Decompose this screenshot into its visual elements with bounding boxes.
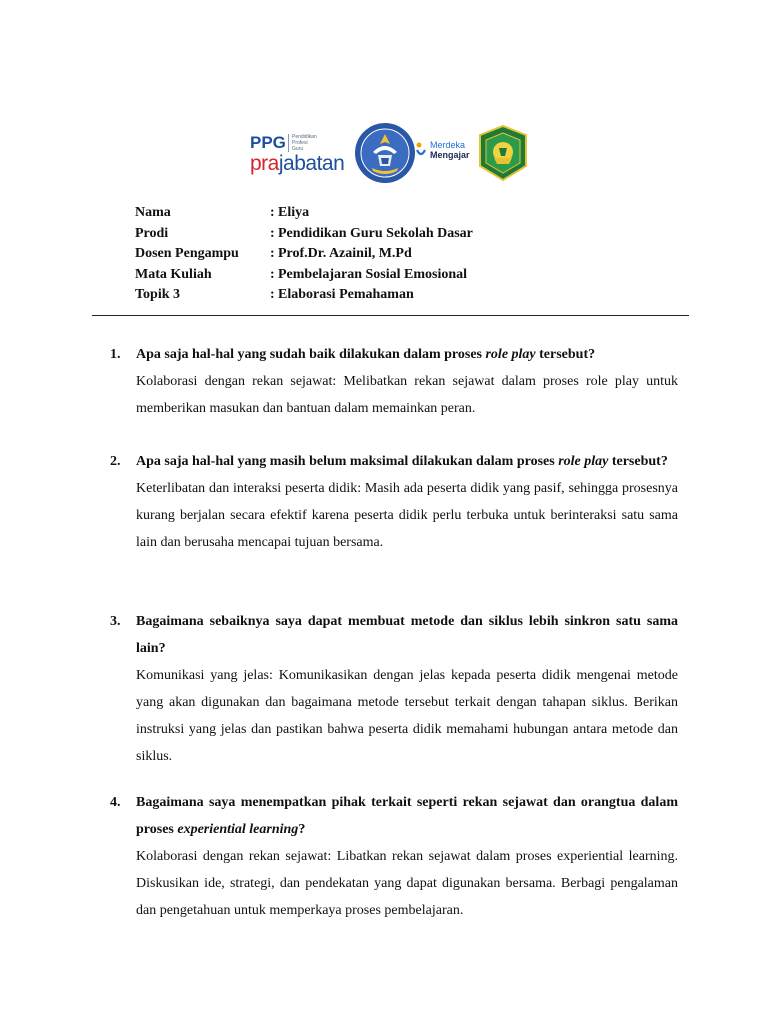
question-number: 4. bbox=[110, 795, 121, 810]
question bbox=[110, 341, 678, 368]
answer-text: Komunikasi yang jelas: Komunikasikan dengan jelas kepada peserta didik mengenai metode yang akan digunakan dan bagaimana metode tersebut terkait dengan tahapan siklus. Berikan instruksi yang jelas dan pastikan bahwa peserta didik memahami hubungan antara metode dan siklus. bbox=[136, 668, 678, 764]
qa-item bbox=[110, 789, 678, 924]
question-number: 1. bbox=[110, 347, 121, 362]
merdeka-mark-icon bbox=[416, 142, 426, 158]
ppg-logo-subtitle bbox=[288, 134, 322, 152]
info-value: Elaborasi Pemahaman bbox=[278, 287, 414, 302]
ppg-sub-1: Pendidikan bbox=[292, 134, 317, 140]
qa-item bbox=[110, 341, 678, 422]
info-row bbox=[135, 203, 473, 224]
info-row bbox=[135, 265, 473, 286]
question-text bbox=[136, 608, 678, 662]
info-colon: : bbox=[270, 266, 275, 282]
answer-text: Kolaborasi dengan rekan sejawat: Libatkan rekan sejawat dalam proses experiential learning. Diskusikan ide, strategi, dan pendekatan yang dapat digunakan bersama. Berbagi pengalaman dan pengetahuan untuk memperkaya proses pembelajaran. bbox=[136, 849, 678, 918]
ppg-wordmark-red: pra bbox=[250, 152, 279, 175]
info-colon: : bbox=[270, 205, 275, 220]
question-text-part: Bagaimana saya menempatkan pihak terkait seperti rekan sejawat dan orangtua dalam proses bbox=[136, 795, 678, 837]
question-number: 2. bbox=[110, 454, 121, 469]
info-label: Mata Kuliah bbox=[135, 266, 212, 282]
answer-text: Kolaborasi dengan rekan sejawat: Melibatkan rekan sejawat dalam proses role play untuk memberikan masukan dan bantuan dalam memainkan peran. bbox=[136, 374, 678, 416]
info-label: Topik 3 bbox=[135, 287, 181, 302]
student-info bbox=[135, 203, 473, 306]
info-row bbox=[135, 285, 473, 306]
info-colon: : bbox=[270, 246, 275, 261]
question-text-end: tersebut? bbox=[608, 454, 668, 469]
question-text bbox=[136, 448, 678, 475]
question bbox=[110, 448, 678, 475]
question bbox=[110, 789, 678, 843]
info-value: Prof.Dr. Azainil, M.Pd bbox=[278, 246, 412, 261]
info-value: Pendidikan Guru Sekolah Dasar bbox=[278, 225, 473, 241]
ppg-sub-3: Guru bbox=[292, 146, 304, 152]
question-text-end: ? bbox=[298, 822, 306, 837]
info-value: Eliya bbox=[278, 205, 310, 220]
info-colon: : bbox=[270, 225, 275, 241]
question-italic-term: role play bbox=[485, 347, 536, 362]
ppg-logo-title: PPG bbox=[250, 133, 286, 152]
merdeka-logo-line1: Merdeka bbox=[430, 140, 466, 150]
merdeka-logo-line2: Mengajar bbox=[430, 150, 470, 160]
question-number: 3. bbox=[110, 614, 121, 629]
info-label: Prodi bbox=[135, 225, 169, 241]
ppg-logo-wordmark bbox=[250, 152, 344, 176]
tut-wuri-handayani-emblem-icon bbox=[354, 122, 416, 184]
question-text-end: tersebut? bbox=[535, 347, 596, 362]
info-row bbox=[135, 224, 473, 245]
qa-item bbox=[110, 608, 678, 770]
question-text-part: Apa saja hal-hal yang sudah baik dilakukan dalam proses bbox=[136, 347, 486, 362]
ppg-prajabatan-logo bbox=[248, 130, 344, 182]
question-italic-term: role play bbox=[558, 454, 609, 469]
info-colon: : bbox=[270, 287, 275, 302]
question bbox=[110, 608, 678, 662]
header-divider bbox=[92, 315, 689, 316]
merdeka-mengajar-logo bbox=[414, 136, 476, 176]
info-label: Dosen Pengampu bbox=[135, 246, 239, 261]
question-text-part: Apa saja hal-hal yang masih belum maksimal dilakukan dalam proses bbox=[136, 454, 559, 469]
university-emblem-icon bbox=[474, 124, 532, 182]
info-label: Nama bbox=[135, 205, 171, 220]
answer-text: Keterlibatan dan interaksi peserta didik: Masih ada peserta didik yang pasif, sehingga prosesnya kurang berjalan secara efektif karena peserta didik perlu terbuka untuk berinteraksi satu sama lain dan berusaha mencapai tujuan bersama. bbox=[136, 481, 678, 550]
question-text bbox=[136, 789, 678, 843]
info-value: Pembelajaran Sosial Emosional bbox=[278, 266, 468, 282]
ppg-wordmark-blue: jabatan bbox=[278, 152, 345, 175]
ppg-sub-2: Profesi bbox=[292, 140, 308, 146]
question-text bbox=[136, 341, 678, 368]
question-text-part: Bagaimana sebaiknya saya dapat membuat metode dan siklus lebih sinkron satu sama lain? bbox=[136, 614, 678, 656]
info-row bbox=[135, 244, 473, 265]
question-italic-term: experiential learning bbox=[177, 822, 299, 837]
qa-item bbox=[110, 448, 678, 556]
